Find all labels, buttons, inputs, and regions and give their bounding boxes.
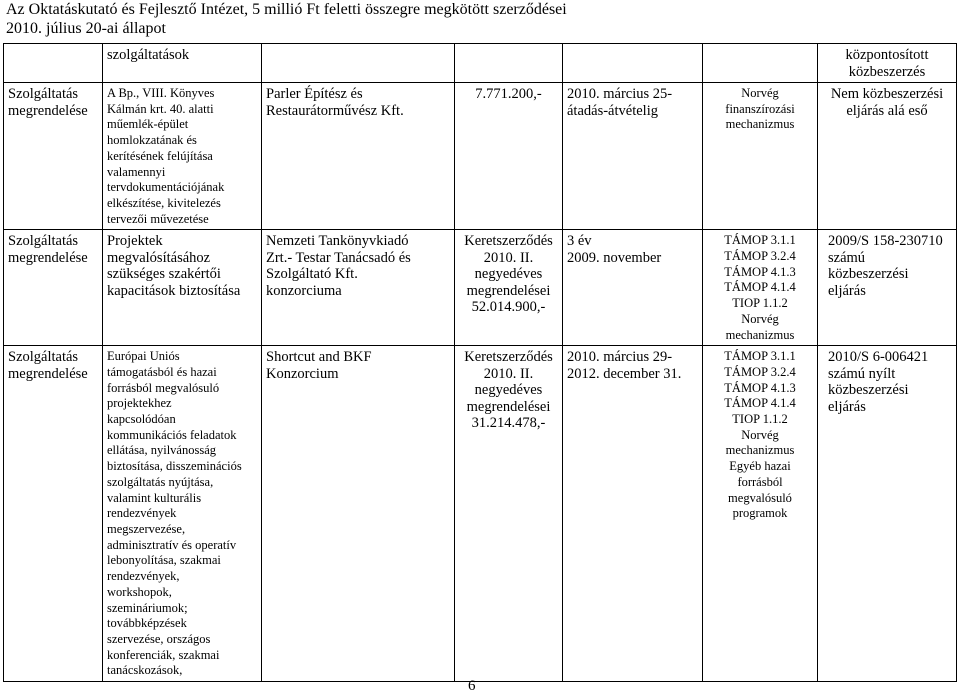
cell-type xyxy=(4,230,103,346)
amount-line: negyedéves xyxy=(474,382,543,399)
subject-line: workshopok, xyxy=(107,584,172,599)
subject-line: tervdokumentációjának xyxy=(107,180,225,195)
amount-line: 31.214.478,- xyxy=(471,415,546,432)
subject-line: valamint kulturális xyxy=(107,490,202,505)
subject-line: kerítésének felújítása xyxy=(107,148,213,163)
subject-line: tervezői művezetése xyxy=(107,211,209,226)
partner-line: Zrt.- Testar Tanácsadó és xyxy=(266,249,411,266)
subject-line: műemlék-épület xyxy=(107,117,189,132)
type-line: Szolgáltatás xyxy=(8,349,79,366)
cell-subject xyxy=(103,230,262,346)
funding-line: programok xyxy=(732,506,788,521)
subject-line: Kálmán krt. 40. alatti xyxy=(107,101,214,116)
procurement-line: 2009/S 158-230710 xyxy=(828,233,943,250)
document-title: Az Oktatáskutató és Fejlesztő Intézet, 5 millió Ft feletti összegre megkötött szerződései xyxy=(6,1,567,18)
subject-line: lebonyolítása, szakmai xyxy=(107,553,221,568)
funding-line: TÁMOP 3.2.4 xyxy=(724,364,796,379)
cell-subject xyxy=(103,346,262,682)
cell-type xyxy=(4,83,103,230)
cell-partner xyxy=(262,346,455,682)
funding-line: mechanizmus xyxy=(725,443,795,458)
amount-line: 2010. II. xyxy=(483,249,534,266)
document-header xyxy=(6,0,567,38)
subject-line: forrásból megvalósuló xyxy=(107,380,220,395)
cell-type xyxy=(4,346,103,682)
procurement-line: 2010/S 6-006421 xyxy=(828,349,929,366)
funding-line: TÁMOP 3.2.4 xyxy=(724,249,796,264)
cell-amount xyxy=(455,346,563,682)
subject-line: Projektek xyxy=(107,233,163,250)
subject-line: elkészítése, kivitelezés xyxy=(107,195,221,210)
subject-line: megszervezése, xyxy=(107,521,186,536)
subject-line: szolgáltatás nyújtása, xyxy=(107,474,214,489)
funding-line: TIOP 1.1.2 xyxy=(732,412,788,427)
subject-line: homlokzatának és xyxy=(107,133,197,148)
funding-line: TÁMOP 3.1.1 xyxy=(724,349,796,364)
procurement-line: közbeszerzési xyxy=(828,266,909,283)
funding-line: mechanizmus xyxy=(725,117,795,132)
cell-funding xyxy=(703,83,818,230)
table-row xyxy=(4,83,957,230)
table-row xyxy=(4,230,957,346)
subject-line: rendezvények xyxy=(107,506,177,521)
cell-period xyxy=(563,346,703,682)
procurement-line: számú xyxy=(828,249,866,266)
funding-line: TÁMOP 4.1.3 xyxy=(724,380,796,395)
cell-type xyxy=(4,44,103,83)
subject-line: valamennyi xyxy=(107,164,166,179)
partner-line: Nemzeti Tankönyvkiadó xyxy=(266,233,409,250)
subject-line: szükséges szakértői xyxy=(107,266,221,283)
cell-period xyxy=(563,230,703,346)
procurement-line: eljárás xyxy=(828,282,866,299)
subject-text: szolgáltatások xyxy=(107,47,190,63)
subject-line: kommunikációs feladatok xyxy=(107,427,237,442)
subject-line: szemináriumok; xyxy=(107,600,188,615)
table-row-continued xyxy=(4,44,957,83)
funding-line: Norvég xyxy=(741,311,779,326)
funding-line: megvalósuló xyxy=(728,490,792,505)
amount-line: negyedéves xyxy=(474,266,543,283)
subject-line: ellátása, nyilvánosság xyxy=(107,443,216,458)
procurement-line: központosított xyxy=(845,47,929,63)
amount-line: Keretszerződés xyxy=(464,349,553,366)
cell-funding xyxy=(703,44,818,83)
procurement-line: Nem közbeszerzési xyxy=(830,86,944,102)
cell-procurement xyxy=(818,83,957,230)
funding-line: TÁMOP 4.1.4 xyxy=(724,396,796,411)
period-line: 2009. november xyxy=(567,249,662,266)
amount-line: Keretszerződés xyxy=(464,233,553,250)
funding-line: TÁMOP 3.1.1 xyxy=(724,233,796,248)
subject-line: biztosítása, disszeminációs xyxy=(107,459,242,474)
cell-amount xyxy=(455,230,563,346)
partner-line: Shortcut and BKF xyxy=(266,349,372,366)
period-line: 3 év xyxy=(567,233,592,250)
cell-amount xyxy=(455,44,563,83)
procurement-line: számú nyílt xyxy=(828,365,896,382)
cell-subject xyxy=(103,83,262,230)
cell-funding xyxy=(703,346,818,682)
partner-line: Konzorcium xyxy=(266,365,339,382)
subject-line: projektekhez xyxy=(107,396,172,411)
subject-line: A Bp., VIII. Könyves xyxy=(107,86,215,100)
type-line: Szolgáltatás xyxy=(8,86,79,102)
table-row xyxy=(4,346,957,682)
contracts-table xyxy=(3,43,957,682)
subject-line: Európai Uniós xyxy=(107,349,180,364)
document-date: 2010. július 20-ai állapot xyxy=(6,20,166,37)
cell-amount xyxy=(455,83,563,230)
subject-line: kapcsolódóan xyxy=(107,412,176,427)
subject-line: rendezvények, xyxy=(107,569,180,584)
amount-line: 2010. II. xyxy=(483,365,534,382)
procurement-line: eljárás xyxy=(828,398,866,415)
cell-procurement xyxy=(818,44,957,83)
type-line: megrendelése xyxy=(8,102,88,119)
amount-line: 7.771.200,- xyxy=(475,86,542,102)
partner-line: Restaurátorművész Kft. xyxy=(266,102,404,119)
cell-period xyxy=(563,83,703,230)
funding-line: TIOP 1.1.2 xyxy=(732,296,788,311)
funding-line: forrásból xyxy=(737,474,783,489)
period-line: 2010. március 25- xyxy=(567,86,673,102)
funding-line: mechanizmus xyxy=(725,327,795,342)
funding-line: Norvég xyxy=(741,86,779,100)
amount-line: megrendelései xyxy=(466,398,551,415)
cell-period xyxy=(563,44,703,83)
period-line: átadás-átvételig xyxy=(567,102,658,119)
cell-procurement xyxy=(818,346,957,682)
page-number: 6 xyxy=(468,678,476,694)
subject-line: konferenciák, szakmai xyxy=(107,647,220,662)
funding-line: TÁMOP 4.1.4 xyxy=(724,280,796,295)
subject-line: továbbképzések xyxy=(107,616,187,631)
type-line: megrendelése xyxy=(8,365,88,382)
funding-line: Norvég xyxy=(741,427,779,442)
cell-subject xyxy=(103,44,262,83)
subject-line: szervezése, országos xyxy=(107,631,211,646)
funding-line: Egyéb hazai xyxy=(729,459,791,474)
cell-partner xyxy=(262,44,455,83)
procurement-line: közbeszerzési xyxy=(828,382,909,399)
subject-line: kapacitások biztosítása xyxy=(107,282,241,299)
period-line: 2012. december 31. xyxy=(567,365,682,382)
subject-line: támogatásból és hazai xyxy=(107,364,217,379)
funding-line: TÁMOP 4.1.3 xyxy=(724,264,796,279)
amount-line: megrendelései xyxy=(466,282,551,299)
cell-partner xyxy=(262,83,455,230)
cell-funding xyxy=(703,230,818,346)
cell-partner xyxy=(262,230,455,346)
partner-line: Parler Építész és xyxy=(266,86,363,102)
type-line: Szolgáltatás xyxy=(8,233,79,250)
subject-line: megvalósításához xyxy=(107,249,211,266)
partner-line: Szolgáltató Kft. xyxy=(266,266,358,283)
funding-line: finanszírozási xyxy=(725,101,795,116)
cell-procurement xyxy=(818,230,957,346)
subject-line: tanácskozások, xyxy=(107,663,183,678)
partner-line: konzorciuma xyxy=(266,282,342,299)
period-line: 2010. március 29- xyxy=(567,349,673,366)
amount-line: 52.014.900,- xyxy=(471,299,546,316)
procurement-line: közbeszerzés xyxy=(848,63,926,80)
subject-line: adminisztratív és operatív xyxy=(107,537,237,552)
procurement-line: eljárás alá eső xyxy=(846,102,928,119)
type-line: megrendelése xyxy=(8,249,88,266)
